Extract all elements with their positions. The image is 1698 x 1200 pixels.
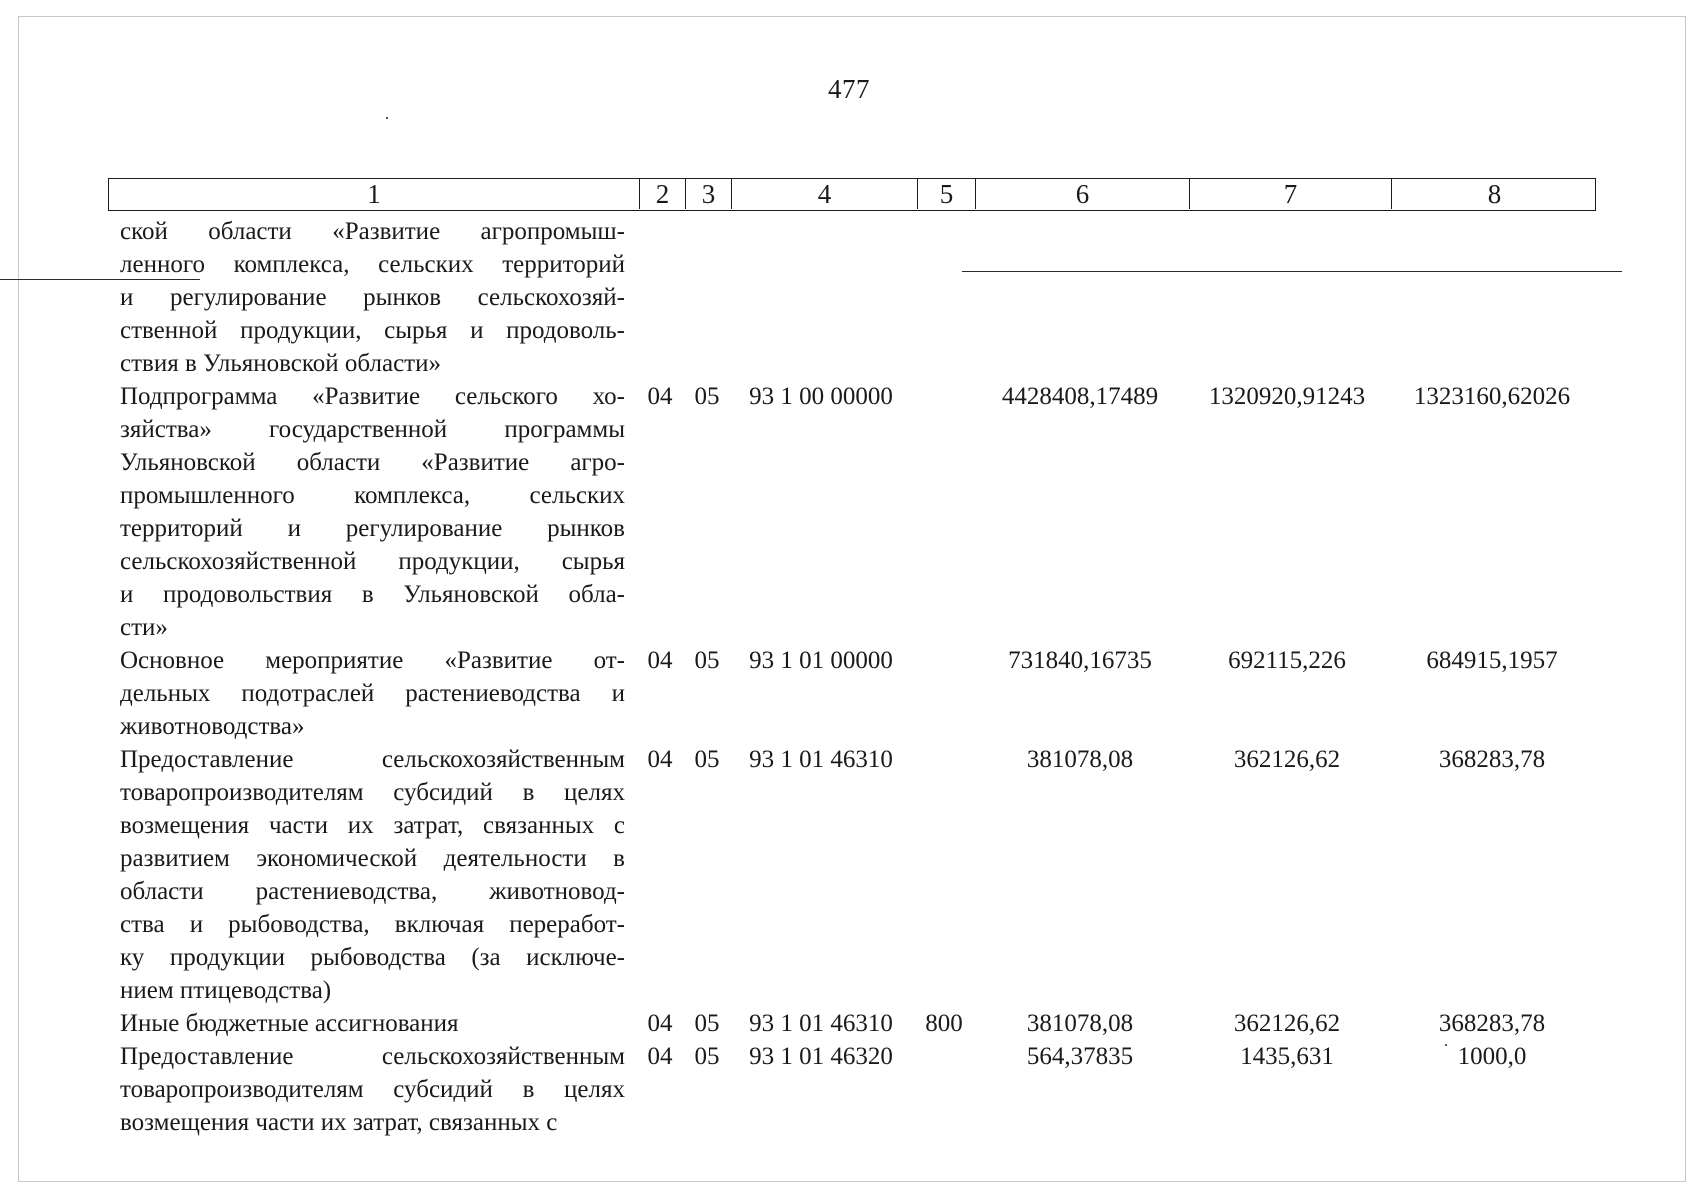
header-cell-6: 6 [975,179,1189,209]
header-cell-8: 8 [1391,179,1597,209]
description-line: возмещения части их затрат, связанных с [120,1109,558,1136]
cell-col-7: 362126,62 [1233,746,1341,773]
cell-col-2: 04 [647,1010,673,1037]
description-line: ственной продукции, сырья и продоволь- [120,317,625,344]
header-cell-3: 3 [685,179,731,209]
row-description [120,380,625,644]
cell-col-8: 684915,1957 [1426,647,1558,674]
cell-col-3: 05 [694,647,720,674]
cell-col-7: 692115,226 [1228,647,1346,674]
header-cell-1: 1 [367,179,381,209]
table-row [0,380,1698,644]
cell-col-5: 800 [925,1010,963,1037]
description-line: Основное мероприятие «Развитие от- [120,647,625,674]
description-line: области растениеводства, животновод- [120,878,625,905]
description-line: товаропроизводителям субсидий в целях [120,1076,625,1103]
cell-col-2: 04 [647,647,673,674]
description-line: Ульяновской области «Развитие агро- [120,449,625,476]
description-line: товаропроизводителям субсидий в целях [120,779,625,806]
cell-col-8: 1323160,62026 [1413,383,1571,410]
table-row [0,1007,1698,1040]
cell-col-2: 04 [647,1043,673,1070]
row-description [120,743,625,1007]
row-description [120,644,625,743]
description-line: ку продукции рыбоводства (за исключе- [120,944,625,971]
page-number: 477 [828,74,870,104]
scan-artifact-dot [386,117,388,119]
cell-col-2: 04 [647,383,673,410]
cell-col-4: 93 1 01 00000 [749,647,893,674]
description-line: возмещения части их затрат, связанных с [120,812,625,839]
row-description [120,215,625,380]
table-header [108,178,1596,211]
description-line: территорий и регулирование рынков [120,515,625,542]
description-line: и регулирование рынков сельскохозяй- [120,284,625,311]
description-line: сельскохозяйственной продукции, сырья [120,548,625,575]
description-line: сти» [120,614,168,641]
cell-col-8: 1000,0 [1457,1043,1527,1070]
row-description [120,1007,625,1040]
cell-col-3: 05 [694,1010,720,1037]
description-line: Предоставление сельскохозяйственным [120,746,625,773]
cell-col-7: 1320920,91243 [1208,383,1366,410]
description-line: Предоставление сельскохозяйственным [120,1043,625,1070]
header-cell-2: 2 [639,179,685,209]
description-line: ленного комплекса, сельских территорий [120,251,625,278]
description-line: животноводства» [120,713,305,740]
cell-col-3: 05 [694,1043,720,1070]
cell-col-7: 1435,631 [1240,1043,1334,1070]
header-cell-4: 4 [731,179,917,209]
description-line: промышленного комплекса, сельских [120,482,625,509]
cell-col-6: 4428408,17489 [1001,383,1159,410]
cell-col-4: 93 1 01 46310 [749,1010,893,1037]
cell-col-8: 368283,78 [1438,746,1546,773]
cell-col-6: 731840,16735 [1008,647,1152,674]
description-line: Иные бюджетные ассигнования [120,1010,459,1037]
cell-col-4: 93 1 01 46310 [749,746,893,773]
cell-col-2: 04 [647,746,673,773]
description-line: дельных подотраслей растениеводства и [120,680,625,707]
description-line: ской области «Развитие агропромыш- [120,218,625,245]
cell-col-3: 05 [694,746,720,773]
header-cell-5: 5 [917,179,975,209]
description-line: и продовольствия в Ульяновской обла- [120,581,625,608]
table-row [0,743,1698,1007]
description-line: Подпрограмма «Развитие сельского хо- [120,383,625,410]
cell-col-6: 381078,08 [1026,746,1134,773]
cell-col-3: 05 [694,383,720,410]
cell-col-7: 362126,62 [1233,1010,1341,1037]
description-line: зяйства» государственной программы [120,416,625,443]
table-row [0,644,1698,743]
cell-col-8: 368283,78 [1438,1010,1546,1037]
cell-col-4: 93 1 01 46320 [749,1043,893,1070]
cell-col-4: 93 1 00 00000 [749,383,893,410]
table-row [0,215,1698,380]
table-row [0,1040,1698,1139]
header-cell-7: 7 [1189,179,1391,209]
description-line: развитием экономической деятельности в [120,845,625,872]
description-line: ствия в Ульяновской области» [120,350,441,377]
description-line: ства и рыбоводства, включая переработ- [120,911,625,938]
cell-col-6: 381078,08 [1026,1010,1134,1037]
cell-col-6: 564,37835 [1026,1043,1134,1070]
row-description [120,1040,625,1139]
description-line: нием птицеводства) [120,977,332,1004]
